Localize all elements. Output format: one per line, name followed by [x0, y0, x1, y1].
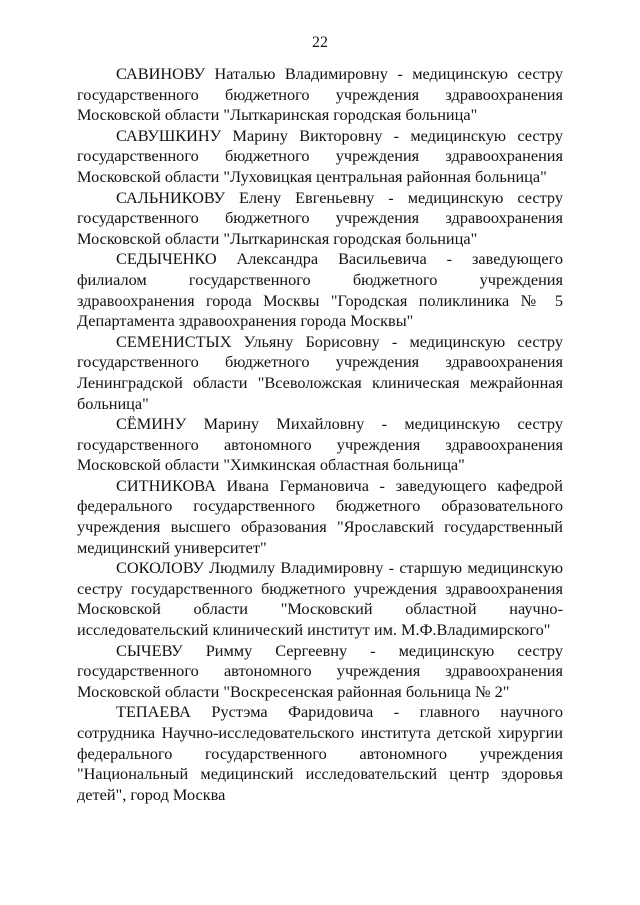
list-item: САВУШКИНУ Марину Викторовну - медицинскую сестру государственного бюджетного учреждения здравоохранения Московской области "Луховицкая центральная районная больница"	[77, 125, 563, 186]
list-item: СОКОЛОВУ Людмилу Владимировну - старшую медицинскую сестру государственного бюджетного учреждения здравоохранения Московской области "Московский областной научно-исследовательский клинический институт им. М.Ф.Владимирского"	[77, 558, 563, 640]
list-item: САЛЬНИКОВУ Елену Евгеньевну - медицинскую сестру государственного бюджетного учреждения здравоохранения Московской области "Лыткаринская городская больница"	[77, 187, 563, 248]
list-item: ТЕПАЕВА Рустэма Фаридовича - главного научного сотрудника Научно-исследовательского института детской хирургии федерального государственного автономного учреждения "Национальный медицинский исследовательский центр здоровья детей", город Москва	[77, 702, 563, 804]
award-list	[77, 64, 563, 805]
page-number: 22	[312, 34, 328, 51]
list-item: СЁМИНУ Марину Михайловну - медицинскую сестру государственного автономного учреждения здравоохранения Московской области "Химкинская областная больница"	[77, 414, 563, 475]
list-item: СЕМЕНИСТЫХ Ульяну Борисовну - медицинскую сестру государственного бюджетного учреждения здравоохранения Ленинградской области "Всеволожская клиническая межрайонная больница"	[77, 331, 563, 413]
list-item: СЕДЫЧЕНКО Александра Васильевича - заведующего филиалом государственного бюджетного учреждения здравоохранения города Москвы "Городская поликлиника № 5 Департамента здравоохранения города Москвы"	[77, 249, 563, 331]
list-item: СЫЧЕВУ Римму Сергеевну - медицинскую сестру государственного автономного учреждения здравоохранения Московской области "Воскресенская районная больница № 2"	[77, 640, 563, 701]
list-item: САВИНОВУ Наталью Владимировну - медицинскую сестру государственного бюджетного учреждения здравоохранения Московской области "Лыткаринская городская больница"	[77, 64, 563, 125]
list-item: СИТНИКОВА Ивана Германовича - заведующего кафедрой федерального государственного бюджетного образовательного учреждения высшего образования "Ярославский государственный медицинский университет"	[77, 475, 563, 557]
